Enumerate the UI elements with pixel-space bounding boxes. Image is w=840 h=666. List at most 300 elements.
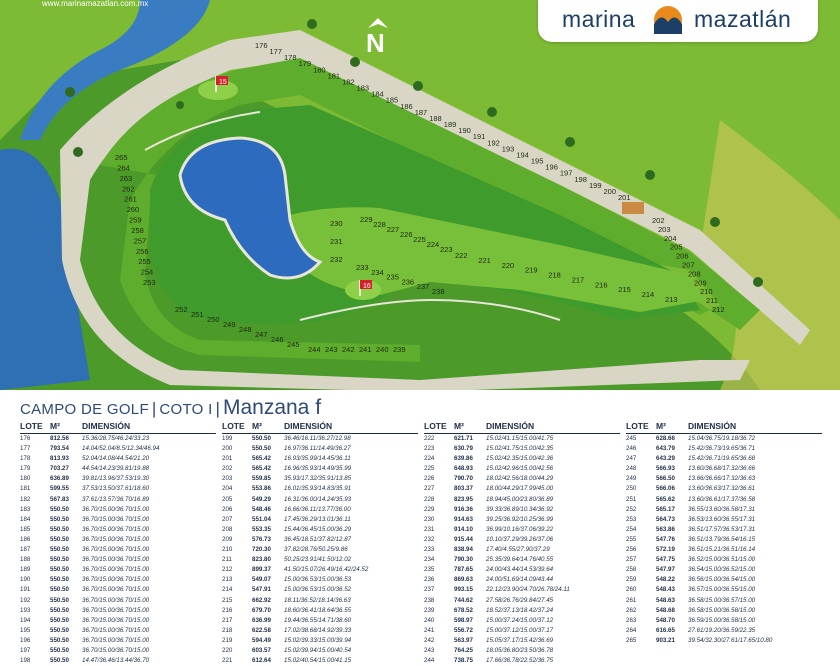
lot-number: 189 [20, 566, 31, 574]
lot-area: 547.76 [656, 535, 675, 543]
lot-area: 565.17 [656, 505, 675, 513]
lot-number: 184 [20, 515, 31, 523]
lot-area: 678.52 [454, 606, 473, 614]
lot-dimension: 24.00/43.44/14.53/39.64 [486, 566, 554, 574]
table-row [20, 515, 222, 525]
table-row [626, 636, 828, 646]
table-header [424, 421, 626, 432]
lot-label: 234 [371, 267, 384, 277]
lot-dimension: 16.97/36.11/14.49/36.27 [284, 445, 351, 453]
table-row [424, 515, 626, 525]
lot-dimension: 36.70/15.00/36.70/15.00 [82, 505, 150, 513]
lot-label: 256 [136, 246, 149, 256]
table-row [626, 484, 828, 494]
table-row [20, 454, 222, 464]
table-row [424, 616, 626, 626]
table-row [424, 525, 626, 535]
lot-dimension: 15.00/36.53/15.00/36.53 [284, 576, 352, 584]
lot-label: 204 [664, 233, 677, 243]
table-header [626, 421, 828, 432]
lot-area: 813.93 [50, 455, 69, 463]
table-row [222, 434, 424, 444]
table-row [20, 596, 222, 606]
lot-area: 915.44 [454, 535, 473, 543]
lot-area: 643.29 [656, 455, 675, 463]
lot-area: 616.65 [656, 626, 675, 634]
lot-area: 563.86 [656, 525, 675, 533]
lot-area: 703.27 [50, 465, 69, 473]
lot-number: 236 [424, 576, 435, 584]
lot-number: 241 [424, 626, 435, 634]
lot-label: 240 [376, 345, 389, 354]
lot-number: 245 [626, 435, 637, 442]
lot-number: 229 [424, 505, 435, 513]
lot-number: 244 [424, 657, 435, 665]
lot-label: 189 [443, 120, 457, 129]
lot-number: 235 [424, 566, 435, 574]
lot-label: 228 [373, 220, 386, 229]
lot-dimension: 17.40/4.55/27.90/37.29 [486, 546, 550, 554]
lot-label: 181 [327, 71, 341, 81]
lot-number: 209 [222, 535, 233, 543]
lot-label: 208 [688, 269, 701, 279]
lot-number: 252 [626, 505, 637, 513]
lot-label: 219 [525, 265, 538, 275]
lot-dimension: 39.54/32.30/27.61/17.65/10.80 [688, 636, 773, 644]
lot-dimension: 18.52/37.13/18.42/37.24 [486, 606, 554, 614]
table-row [222, 585, 424, 595]
lot-area: 630.79 [454, 445, 473, 453]
lot-number: 191 [20, 586, 31, 594]
lot-label: 244 [308, 345, 321, 354]
lot-label: 255 [138, 257, 151, 267]
lot-label: 237 [416, 282, 430, 292]
lot-label: 246 [271, 335, 284, 344]
table-row [20, 545, 222, 555]
lot-dimension: 36.70/15.00/36.70/15.00 [82, 606, 150, 614]
lot-dimension: 37.82/28.76/50.25/9.86 [284, 546, 348, 554]
lot-number: 239 [424, 606, 435, 614]
lot-label: 180 [313, 65, 326, 75]
table-header [20, 421, 222, 432]
lot-number: 255 [626, 535, 637, 543]
column-header-dim: DIMENSIÓN [82, 421, 131, 431]
lot-dimension: 36.57/15.00/36.55/15.00 [688, 586, 756, 594]
lot-dimension: 50.25/23.91/41.50/12.02 [284, 556, 352, 564]
lot-area: 576.73 [252, 535, 271, 543]
lot-area: 553.35 [252, 525, 271, 533]
lot-label: 224 [426, 240, 440, 249]
lot-area: 598.97 [454, 616, 473, 624]
lot-area: 914.63 [454, 515, 473, 523]
lot-label: 249 [223, 320, 236, 329]
lot-label: 260 [126, 205, 140, 215]
lot-number: 178 [20, 455, 31, 463]
lot-area: 550.50 [50, 546, 69, 554]
lot-number: 199 [222, 435, 233, 442]
lot-number: 221 [222, 657, 233, 665]
lot-number: 238 [424, 596, 435, 604]
table-row [424, 656, 626, 666]
lot-label: 212 [712, 305, 725, 314]
lot-tables [20, 421, 830, 665]
lot-dimension: 18.94/45.00/23.80/36.89 [486, 495, 554, 503]
table-row [20, 474, 222, 484]
lot-area: 550.50 [50, 576, 69, 584]
lot-area: 567.83 [50, 495, 69, 503]
table-row [20, 484, 222, 494]
lot-area: 803.37 [454, 485, 473, 493]
lot-area: 548.22 [656, 576, 675, 584]
lot-label: 238 [432, 287, 445, 296]
lot-table [222, 421, 424, 665]
lot-number: 195 [20, 626, 31, 634]
lot-area: 556.72 [454, 626, 473, 634]
lot-dimension: 17.02/38.68/14.92/39.33 [284, 626, 352, 634]
table-row [626, 585, 828, 595]
lot-number: 242 [424, 636, 435, 644]
lot-table [626, 421, 828, 644]
lot-number: 217 [222, 616, 233, 624]
lot-dimension: 15.36/28.75/46.24/33.23 [82, 435, 150, 442]
table-row [222, 575, 424, 585]
lot-area: 563.97 [454, 636, 473, 644]
lot-label: 252 [175, 305, 188, 314]
column-header-lote: LOTE [424, 421, 447, 431]
lot-number: 219 [222, 636, 233, 644]
lot-number: 206 [222, 505, 233, 513]
compass-label: N [366, 28, 385, 58]
lot-dimension: 36.70/15.00/36.70/15.00 [82, 576, 150, 584]
table-row [424, 626, 626, 636]
table-row [222, 555, 424, 565]
lot-label: 199 [589, 180, 602, 190]
table-row [222, 656, 424, 666]
lot-area: 550.50 [252, 445, 271, 453]
table-row [424, 585, 626, 595]
table-row [424, 636, 626, 646]
lot-area: 838.94 [454, 546, 473, 554]
lot-dimension: 25.35/39.64/14.76/40.55 [486, 556, 554, 564]
lot-area: 559.85 [252, 475, 271, 483]
table-row [424, 474, 626, 484]
table-row [20, 575, 222, 585]
lot-label: 222 [455, 251, 468, 260]
table-row [626, 606, 828, 616]
lot-table [20, 421, 222, 665]
lot-label: 190 [458, 126, 471, 136]
lot-dimension: 18.11/36.52/18.14/36.63 [284, 596, 351, 604]
lot-dimension: 27.58/26.76/29.84/27.45 [486, 596, 554, 604]
lot-area: 550.50 [252, 435, 271, 442]
lot-area: 548.68 [656, 606, 675, 614]
lot-label: 218 [548, 270, 561, 280]
lot-label: 196 [545, 162, 558, 172]
lot-label: 185 [385, 95, 399, 105]
table-row [424, 575, 626, 585]
lot-number: 216 [222, 606, 233, 614]
lot-area: 823.80 [252, 556, 271, 564]
lot-label: 236 [401, 277, 415, 287]
lot-dimension: 18.05/36.80/23.50/36.78 [486, 646, 554, 654]
logo-sun-icon [646, 4, 690, 36]
table-row [222, 464, 424, 474]
lot-area: 662.92 [252, 596, 271, 604]
lot-label: 203 [658, 224, 671, 234]
lot-number: 253 [626, 515, 637, 523]
table-row [20, 606, 222, 616]
lot-number: 192 [20, 596, 31, 604]
lot-number: 212 [222, 566, 233, 574]
lot-dimension: 13.60/36.68/17.32/36.66 [688, 465, 756, 473]
lot-area: 636.89 [50, 475, 69, 483]
lot-number: 208 [222, 525, 233, 533]
lot-label: 223 [440, 245, 453, 254]
table-row [20, 656, 222, 666]
lot-area: 566.50 [656, 475, 675, 483]
lot-area: 993.15 [454, 586, 473, 594]
lot-area: 628.66 [656, 435, 675, 442]
lot-label: 233 [356, 263, 369, 272]
lot-area: 594.49 [252, 636, 271, 644]
table-row [626, 434, 828, 444]
lot-number: 197 [20, 646, 31, 654]
lot-label: 179 [298, 59, 312, 69]
lot-label: 250 [207, 315, 220, 324]
lot-area: 548.46 [252, 505, 271, 513]
lot-area: 549.07 [252, 576, 271, 584]
lot-label: 214 [641, 290, 655, 300]
lot-dimension: 36.58/15.00/36.57/15.00 [688, 596, 756, 604]
table-header [222, 421, 424, 432]
lot-label: 207 [682, 260, 695, 270]
lot-area: 599.55 [50, 485, 69, 493]
table-row [20, 535, 222, 545]
lot-number: 188 [20, 556, 31, 564]
lot-dimension: 36.70/15.00/36.70/15.00 [82, 586, 150, 594]
column-header-dim: DIMENSIÓN [486, 421, 535, 431]
lot-area: 566.93 [656, 465, 675, 473]
column-header-m2: M² [454, 421, 464, 431]
lot-label: 243 [325, 345, 338, 354]
table-row [626, 575, 828, 585]
lot-number: 180 [20, 475, 31, 483]
lot-dimension: 39.81/13.96/37.53/19.30 [82, 475, 150, 483]
table-row [424, 505, 626, 515]
lot-number: 249 [626, 475, 637, 483]
lot-area: 548.63 [656, 596, 675, 604]
lot-area: 916.36 [454, 505, 473, 513]
column-header-dim: DIMENSIÓN [284, 421, 333, 431]
lot-dimension: 36.99/10.16/37.06/39.22 [486, 525, 554, 533]
table-row [626, 515, 828, 525]
lot-area: 550.50 [50, 525, 69, 533]
lot-dimension: 36.51/13.79/36.54/16.15 [688, 535, 756, 543]
lot-dimension: 37.61/13.57/36.70/16.89 [82, 495, 150, 503]
lot-label: 215 [618, 285, 631, 295]
lot-number: 257 [626, 556, 637, 564]
table-row [222, 474, 424, 484]
lot-dimension: 17.66/36.78/22.52/36.75 [486, 657, 554, 665]
lot-label: 231 [330, 237, 343, 246]
lot-number: 237 [424, 586, 435, 594]
lot-label: 262 [122, 184, 135, 194]
lot-area: 812.56 [50, 435, 69, 442]
table-row [424, 444, 626, 454]
lot-number: 248 [626, 465, 637, 473]
table-row [222, 484, 424, 494]
lot-label: 216 [595, 280, 608, 290]
lot-number: 211 [222, 556, 232, 564]
table-row [222, 565, 424, 575]
lot-number: 233 [424, 546, 435, 554]
header-divider: | [215, 399, 220, 418]
table-row [20, 464, 222, 474]
lot-dimension: 15.02/41.15/15.00/41.75 [486, 435, 554, 442]
lot-area: 550.50 [50, 566, 69, 574]
lot-dimension: 15.05/37.17/15.42/36.69 [486, 636, 554, 644]
table-row [222, 596, 424, 606]
table-row [222, 454, 424, 464]
lot-dimension: 22.12/23.90/24.70/26.78/24.11 [486, 586, 570, 594]
lot-dimension: 36.70/15.00/36.70/15.00 [82, 626, 150, 634]
lot-dimension: 15.00/37.24/15.00/37.12 [486, 616, 554, 624]
table-row [626, 565, 828, 575]
lot-dimension: 18.02/42.56/18.00/44.29 [486, 475, 554, 483]
lot-dimension: 35.93/17.32/35.91/13.85 [284, 475, 352, 483]
lot-area: 744.62 [454, 596, 473, 604]
lot-area: 551.04 [252, 515, 271, 523]
table-row [626, 596, 828, 606]
lot-label: 191 [472, 132, 486, 142]
lot-label: 200 [603, 186, 617, 196]
lot-area: 549.29 [252, 495, 271, 503]
lot-label: 182 [342, 77, 355, 87]
lot-label: 220 [501, 260, 515, 270]
table-row [424, 464, 626, 474]
lot-number: 224 [424, 455, 435, 463]
lot-label: 253 [143, 278, 156, 287]
lot-dimension: 36.70/15.00/36.70/15.00 [82, 566, 150, 574]
lot-dimension: 41.50/15.07/26.49/16.42/24.52 [284, 566, 369, 574]
lot-number: 220 [222, 646, 233, 654]
hole-16-label: 16 [363, 283, 371, 290]
lot-area: 550.50 [50, 515, 69, 523]
lot-label: 258 [131, 225, 144, 235]
lot-number: 215 [222, 596, 233, 604]
lot-area: 764.25 [454, 646, 473, 654]
table-row [626, 626, 828, 636]
lot-number: 226 [424, 475, 435, 483]
lot-area: 899.37 [252, 566, 271, 574]
lot-label: 210 [700, 287, 713, 297]
lot-label: 241 [359, 345, 372, 354]
column-header-dim: DIMENSIÓN [688, 421, 737, 431]
lot-dimension: 13.60/36.63/17.32/36.61 [688, 485, 756, 493]
lot-label: 201 [618, 193, 631, 202]
lot-dimension: 36.70/15.00/36.70/15.00 [82, 636, 150, 644]
lot-label: 232 [330, 255, 343, 264]
lot-area: 548.70 [656, 616, 675, 624]
lot-area: 550.50 [50, 556, 69, 564]
lot-area: 903.21 [656, 636, 675, 644]
lot-table [424, 421, 626, 665]
table-row [20, 636, 222, 646]
table-row [20, 444, 222, 454]
lot-dimension: 27.61/19.20/36.59/22.35 [688, 626, 756, 634]
lot-dimension: 36.51/17.57/36.53/17.31 [688, 525, 756, 533]
lot-dimension: 36.52/15.00/36.51/15.00 [688, 556, 756, 564]
lot-number: 262 [626, 606, 637, 614]
lot-number: 260 [626, 586, 637, 594]
lot-dimension: 36.54/15.00/36.52/15.00 [688, 566, 756, 574]
lot-area: 565.42 [252, 465, 271, 473]
lot-area: 550.50 [50, 646, 69, 654]
table-row [20, 434, 222, 444]
lot-area: 622.58 [252, 626, 271, 634]
lot-number: 201 [222, 455, 233, 463]
lot-label: 205 [670, 242, 683, 252]
table-row [20, 565, 222, 575]
lot-area: 621.71 [454, 435, 473, 442]
lot-area: 564.73 [656, 515, 675, 523]
lot-area: 565.62 [656, 495, 675, 503]
table-row [424, 535, 626, 545]
table-row [20, 616, 222, 626]
table-row [626, 555, 828, 565]
lot-number: 232 [424, 535, 435, 543]
lot-number: 194 [20, 616, 31, 624]
table-row [20, 525, 222, 535]
lot-number: 185 [20, 525, 31, 533]
lot-number: 205 [222, 495, 233, 503]
lot-dimension: 36.70/15.00/36.70/15.00 [82, 525, 150, 533]
lot-label: 178 [284, 53, 297, 63]
table-row [626, 525, 828, 535]
lot-label: 245 [287, 340, 300, 349]
lot-number: 186 [20, 535, 31, 543]
lot-dimension: 10.10/37.29/39.26/37.06 [486, 535, 554, 543]
table-row [222, 525, 424, 535]
lot-dimension: 13.60/36.61/17.37/36.58 [688, 495, 756, 503]
lot-number: 193 [20, 606, 31, 614]
lot-number: 234 [424, 556, 435, 564]
table-row [222, 515, 424, 525]
lot-area: 738.75 [454, 657, 473, 665]
lot-dimension: 36.45/18.51/37.82/12.87 [284, 535, 352, 543]
website-url: www.marinamazatlan.com.mx [42, 0, 149, 8]
column-header-m2: M² [252, 421, 262, 431]
lot-area: 547.91 [252, 586, 271, 594]
lot-dimension: 15.00/37.12/15.00/37.17 [486, 626, 554, 634]
lot-dimension: 36.53/13.60/36.55/17.31 [688, 515, 756, 523]
lot-dimension: 15.02/42.96/15.00/42.56 [486, 465, 554, 473]
lot-number: 200 [222, 445, 233, 453]
lot-area: 550.50 [50, 586, 69, 594]
lot-area: 790.70 [454, 475, 473, 483]
lot-dimension: 36.70/15.00/36.70/15.00 [82, 535, 150, 543]
lot-number: 261 [626, 596, 637, 604]
table-row [222, 616, 424, 626]
table-row [20, 585, 222, 595]
lot-number: 177 [20, 445, 31, 453]
logo-text-right: mazatlán [694, 6, 792, 32]
lot-area: 787.65 [454, 566, 473, 574]
table-row [424, 434, 626, 444]
lot-dimension: 15.42/36.71/19.65/36.68 [688, 455, 756, 463]
lot-number: 198 [20, 657, 31, 665]
lot-number: 210 [222, 546, 233, 554]
